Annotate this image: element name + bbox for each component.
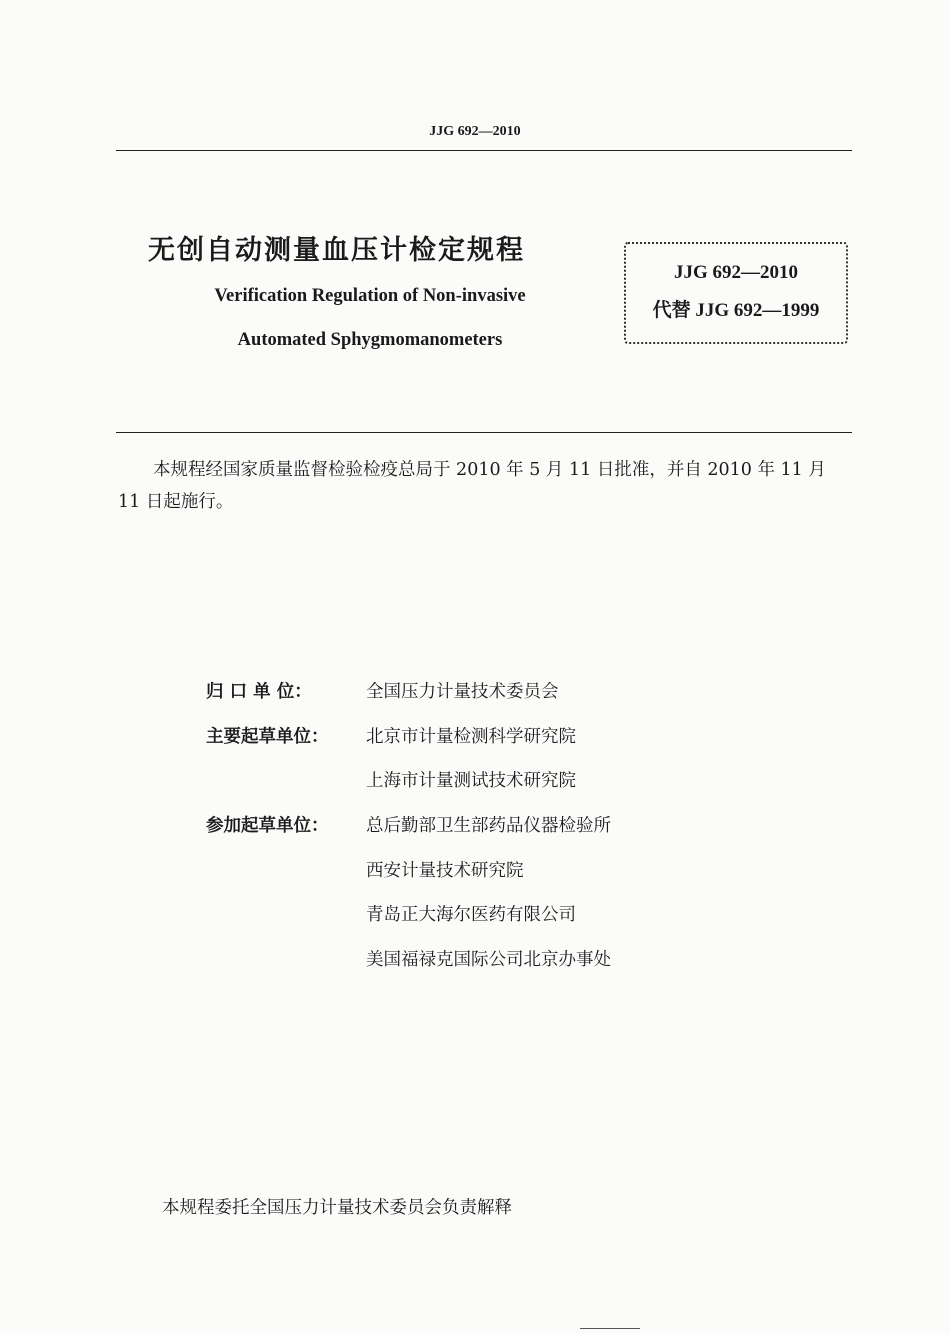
org-label-participating: 参加起草单位： <box>206 816 329 836</box>
org-label-responsible: 归 口 单 位： <box>206 682 312 702</box>
org-value-main-drafting-1: 北京市计量检测科学研究院 <box>366 727 576 747</box>
title-english-line2: Automated Sphygmomanometers <box>237 330 503 350</box>
org-label-main-drafting: 主要起草单位： <box>206 727 329 747</box>
approval-paragraph: 本规程经国家质量监督检验检疫总局于 2010 年 5 月 11 日批准，并自 2010 年 11 月 11 日起施行。 <box>118 460 826 512</box>
org-value-responsible: 全国压力计量技术委员会 <box>366 682 559 702</box>
org-value-participating-2: 西安计量技术研究院 <box>366 861 524 881</box>
standard-code: JJG 692—2010 <box>673 262 799 283</box>
org-value-main-drafting-2: 上海市计量测试技术研究院 <box>366 771 576 791</box>
title-rule <box>116 432 852 433</box>
running-header: JJG 692—2010 <box>429 124 521 139</box>
bottom-edge-mark <box>580 1328 640 1329</box>
org-value-participating-4: 美国福禄克国际公司北京办事处 <box>366 950 611 970</box>
footer-note: 本规程委托全国压力计量技术委员会负责解释 <box>162 1198 512 1218</box>
title-chinese: 无创自动测量血压计检定规程 <box>148 235 525 266</box>
title-english-line1: Verification Regulation of Non-invasive <box>214 286 526 306</box>
org-value-participating-1: 总后勤部卫生部药品仪器检验所 <box>366 816 611 836</box>
org-value-participating-3: 青岛正大海尔医药有限公司 <box>366 905 576 925</box>
replaces-standard: 代替 JJG 692—1999 <box>652 300 820 321</box>
header-rule <box>116 150 852 151</box>
standard-number-box <box>624 242 848 344</box>
